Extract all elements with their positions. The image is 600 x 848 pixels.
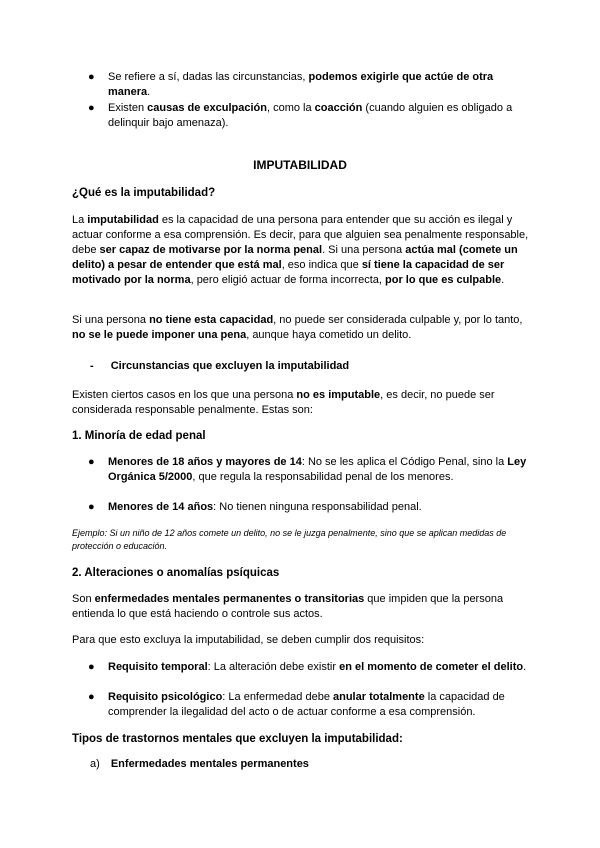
bold-run: Requisito temporal [108,661,208,673]
bullet-icon: ● [88,661,95,673]
section-heading-minority: 1. Minoría de edad penal [72,430,206,442]
text-run: Si una persona [72,314,150,326]
paragraph-requirements: Para que esto excluya la imputabilidad, se deben cumplir dos requisitos: [72,634,425,646]
bold-run: no tiene esta capacidad [149,314,274,326]
bold-run: Menores de 14 años [108,501,214,513]
bullet-text [108,500,528,515]
list-item [88,455,528,485]
text-run: . Si una persona [322,244,406,256]
text-run: Se refiere a sí, dadas las circunstancias, [108,71,309,83]
text-run: : La alteración debe existir [207,661,340,673]
bold-run: causas de exculpación [147,102,267,114]
paragraph-incapacity [72,313,532,343]
bullet-text [108,70,528,100]
bullet-text [108,101,528,131]
bold-run: por lo que es culpable [385,274,502,286]
text-run: , como la [266,102,315,114]
text-run: es la capacidad de una persona para entender que su acción es ilegal y actuar conforme a esa comprensión. Es decir, para que alguien sea penalmente responsable, debe [72,214,529,256]
text-run: . [501,274,505,286]
text-run: , que regula la responsabilidad penal de los menores. [192,471,454,483]
bold-run: Menores de 18 años y mayores de 14 [108,456,302,468]
bullet-icon: ● [88,102,95,114]
text-run: Son [72,593,95,605]
text-run: , aunque haya cometido un delito. [246,329,412,341]
text-run: . [147,86,151,98]
text-run: , pero eligió actuar de forma incorrecta, [190,274,386,286]
bold-run: enfermedades mentales permanentes o transitorias [94,593,365,605]
types-heading: Tipos de trastornos mentales que excluyen la imputabilidad: [72,733,403,745]
bold-run: en el momento de cometer el delito [339,661,524,673]
paragraph-definition [72,213,532,288]
text-run: . [523,661,527,673]
bullet-icon: ● [88,501,95,513]
bold-run: imputabilidad [87,214,159,226]
list-item [88,690,528,720]
bold-run: sí tiene la capacidad de ser motivado por la norma [72,259,505,286]
text-run: la capacidad de comprender la ilegalidad del acto o de actuar conforme a esa comprensión. [108,691,505,718]
bold-run: no se le puede imponer una pena [72,329,247,341]
text-run: Existen ciertos casos en los que una persona [72,389,297,401]
text-run: Existen [108,102,148,114]
bold-run: Requisito psicológico [108,691,223,703]
paragraph-cases [72,388,532,418]
paragraph-mental-illness [72,592,532,622]
text-run: : No tienen ninguna responsabilidad penal. [213,501,422,513]
bullet-icon: ● [88,456,95,468]
lettered-item-text: Enfermedades mentales permanentes [110,758,309,770]
text-run: : La enfermedad debe [222,691,333,703]
dash-heading [90,360,349,372]
text-run: : No se les aplica el Código Penal, sino la [301,456,508,468]
lettered-item [90,758,309,770]
list-item [88,70,528,100]
bold-run: actúa mal (comete un delito) a pesar de entender que está mal [72,244,518,271]
bold-run: ser capaz de motivarse por la norma penal [99,244,323,256]
bold-run: podemos exigirle que actúe de otra manera [108,71,494,98]
bold-run: coacción [314,102,363,114]
text-run: , es decir, no puede ser considerada responsable penalmente. Estas son: [72,389,495,416]
dash-heading-text: Circunstancias que excluyen la imputabilidad [110,360,350,372]
bullet-icon: ● [88,71,95,83]
text-run: (cuando alguien es obligado a delinquir bajo amenaza). [108,102,513,129]
section-title: IMPUTABILIDAD [253,158,347,172]
list-item [88,101,528,131]
list-item [88,500,528,515]
text-run: , no puede ser considerada culpable y, por lo tanto, [273,314,523,326]
bold-run: Ley Orgánica 5/2000 [108,456,527,483]
section-heading-psychic: 2. Alteraciones o anomalías psíquicas [72,567,280,579]
text-run: La [72,214,88,226]
question-heading: ¿Qué es la imputabilidad? [72,187,216,199]
bullet-text [108,690,528,720]
bold-run: anular totalmente [333,691,425,703]
example-text: Ejemplo: Si un niño de 12 años comete un delito, no se le juzga penalmente, sino que se aplican medidas de protección o educación. [72,528,507,551]
list-item [88,660,528,675]
bold-run: no es imputable [296,389,381,401]
bullet-icon: ● [88,691,95,703]
letter-marker: a) [90,758,100,770]
text-run: que impiden que la persona entienda lo que está haciendo o controle sus actos. [72,593,504,620]
text-run: , eso indica que [281,259,362,271]
bullet-text [108,660,528,675]
dash-marker: - [90,360,94,372]
bullet-text [108,455,528,485]
